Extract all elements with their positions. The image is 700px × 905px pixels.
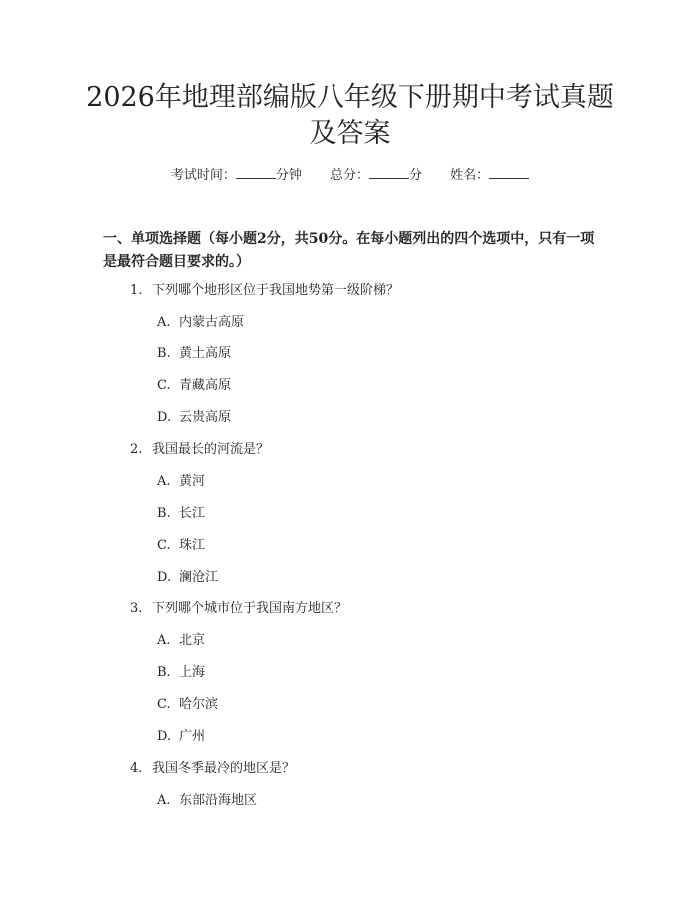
question-4-option-a (157, 791, 257, 811)
exam-time (171, 168, 306, 183)
option-label: A. (157, 633, 171, 648)
option-text: 青藏高原 (179, 378, 232, 393)
option-label: C. (157, 697, 171, 712)
question-4 (130, 759, 295, 779)
question-text: 下列哪个城市位于我国南方地区？ (152, 601, 348, 616)
question-number: 3. (130, 601, 143, 616)
student-name-blank (489, 166, 529, 179)
option-label: B. (157, 506, 171, 521)
question-2-option-c (157, 536, 205, 556)
question-3-option-b (157, 663, 205, 683)
option-text: 长江 (179, 506, 206, 521)
option-label: B. (157, 346, 171, 361)
student-name (450, 168, 529, 183)
option-label: A. (157, 315, 171, 330)
total-score-label: 总分： (329, 168, 369, 183)
question-3-option-c (157, 695, 218, 715)
question-1-option-a (157, 313, 244, 333)
section-heading: 一、单项选择题（每小题2分，共50分。在每小题列出的四个选项中，只有一项是最符合题目要求的。） (103, 231, 595, 270)
question-1 (130, 281, 399, 301)
option-text: 广州 (179, 729, 206, 744)
option-text: 云贵高原 (179, 410, 232, 425)
question-3-option-d (157, 727, 205, 747)
option-label: D. (157, 410, 172, 425)
question-text: 下列哪个地形区位于我国地势第一级阶梯？ (152, 283, 400, 298)
option-text: 东部沿海地区 (179, 793, 258, 808)
question-2-option-a (157, 472, 205, 492)
question-1-option-c (157, 376, 231, 396)
question-number: 2. (130, 442, 143, 457)
option-text: 黄河 (179, 474, 206, 489)
total-score-blank (369, 166, 409, 179)
question-2 (130, 440, 269, 460)
exam-info-line (0, 166, 700, 186)
exam-time-label: 考试时间： (170, 168, 236, 183)
option-label: A. (157, 793, 171, 808)
question-2-option-b (157, 504, 205, 524)
question-number: 4. (130, 761, 143, 776)
option-label: C. (157, 538, 171, 553)
page-title: 2026年地理部编版八年级下册期中考试真题及答案 (86, 82, 614, 149)
exam-time-blank (236, 166, 276, 179)
option-label: C. (157, 378, 171, 393)
option-label: B. (157, 665, 171, 680)
total-score (330, 168, 426, 183)
question-3-option-a (157, 631, 205, 651)
option-text: 内蒙古高原 (179, 315, 245, 330)
option-label: D. (157, 729, 172, 744)
option-text: 黄土高原 (179, 346, 232, 361)
option-text: 上海 (179, 665, 206, 680)
option-text: 北京 (179, 633, 206, 648)
question-1-option-b (157, 344, 231, 364)
total-score-unit: 分 (409, 168, 423, 183)
question-3 (130, 599, 347, 619)
option-text: 珠江 (179, 538, 206, 553)
question-1-option-d (157, 408, 231, 428)
option-label: D. (157, 570, 172, 585)
option-text: 澜沧江 (179, 570, 219, 585)
question-number: 1. (130, 283, 143, 298)
question-2-option-d (157, 568, 218, 588)
question-text: 我国最长的河流是？ (152, 442, 270, 457)
exam-time-unit: 分钟 (275, 168, 302, 183)
option-text: 哈尔滨 (179, 697, 219, 712)
question-text: 我国冬季最冷的地区是？ (152, 761, 296, 776)
student-name-label: 姓名： (450, 168, 490, 183)
option-label: A. (157, 474, 171, 489)
